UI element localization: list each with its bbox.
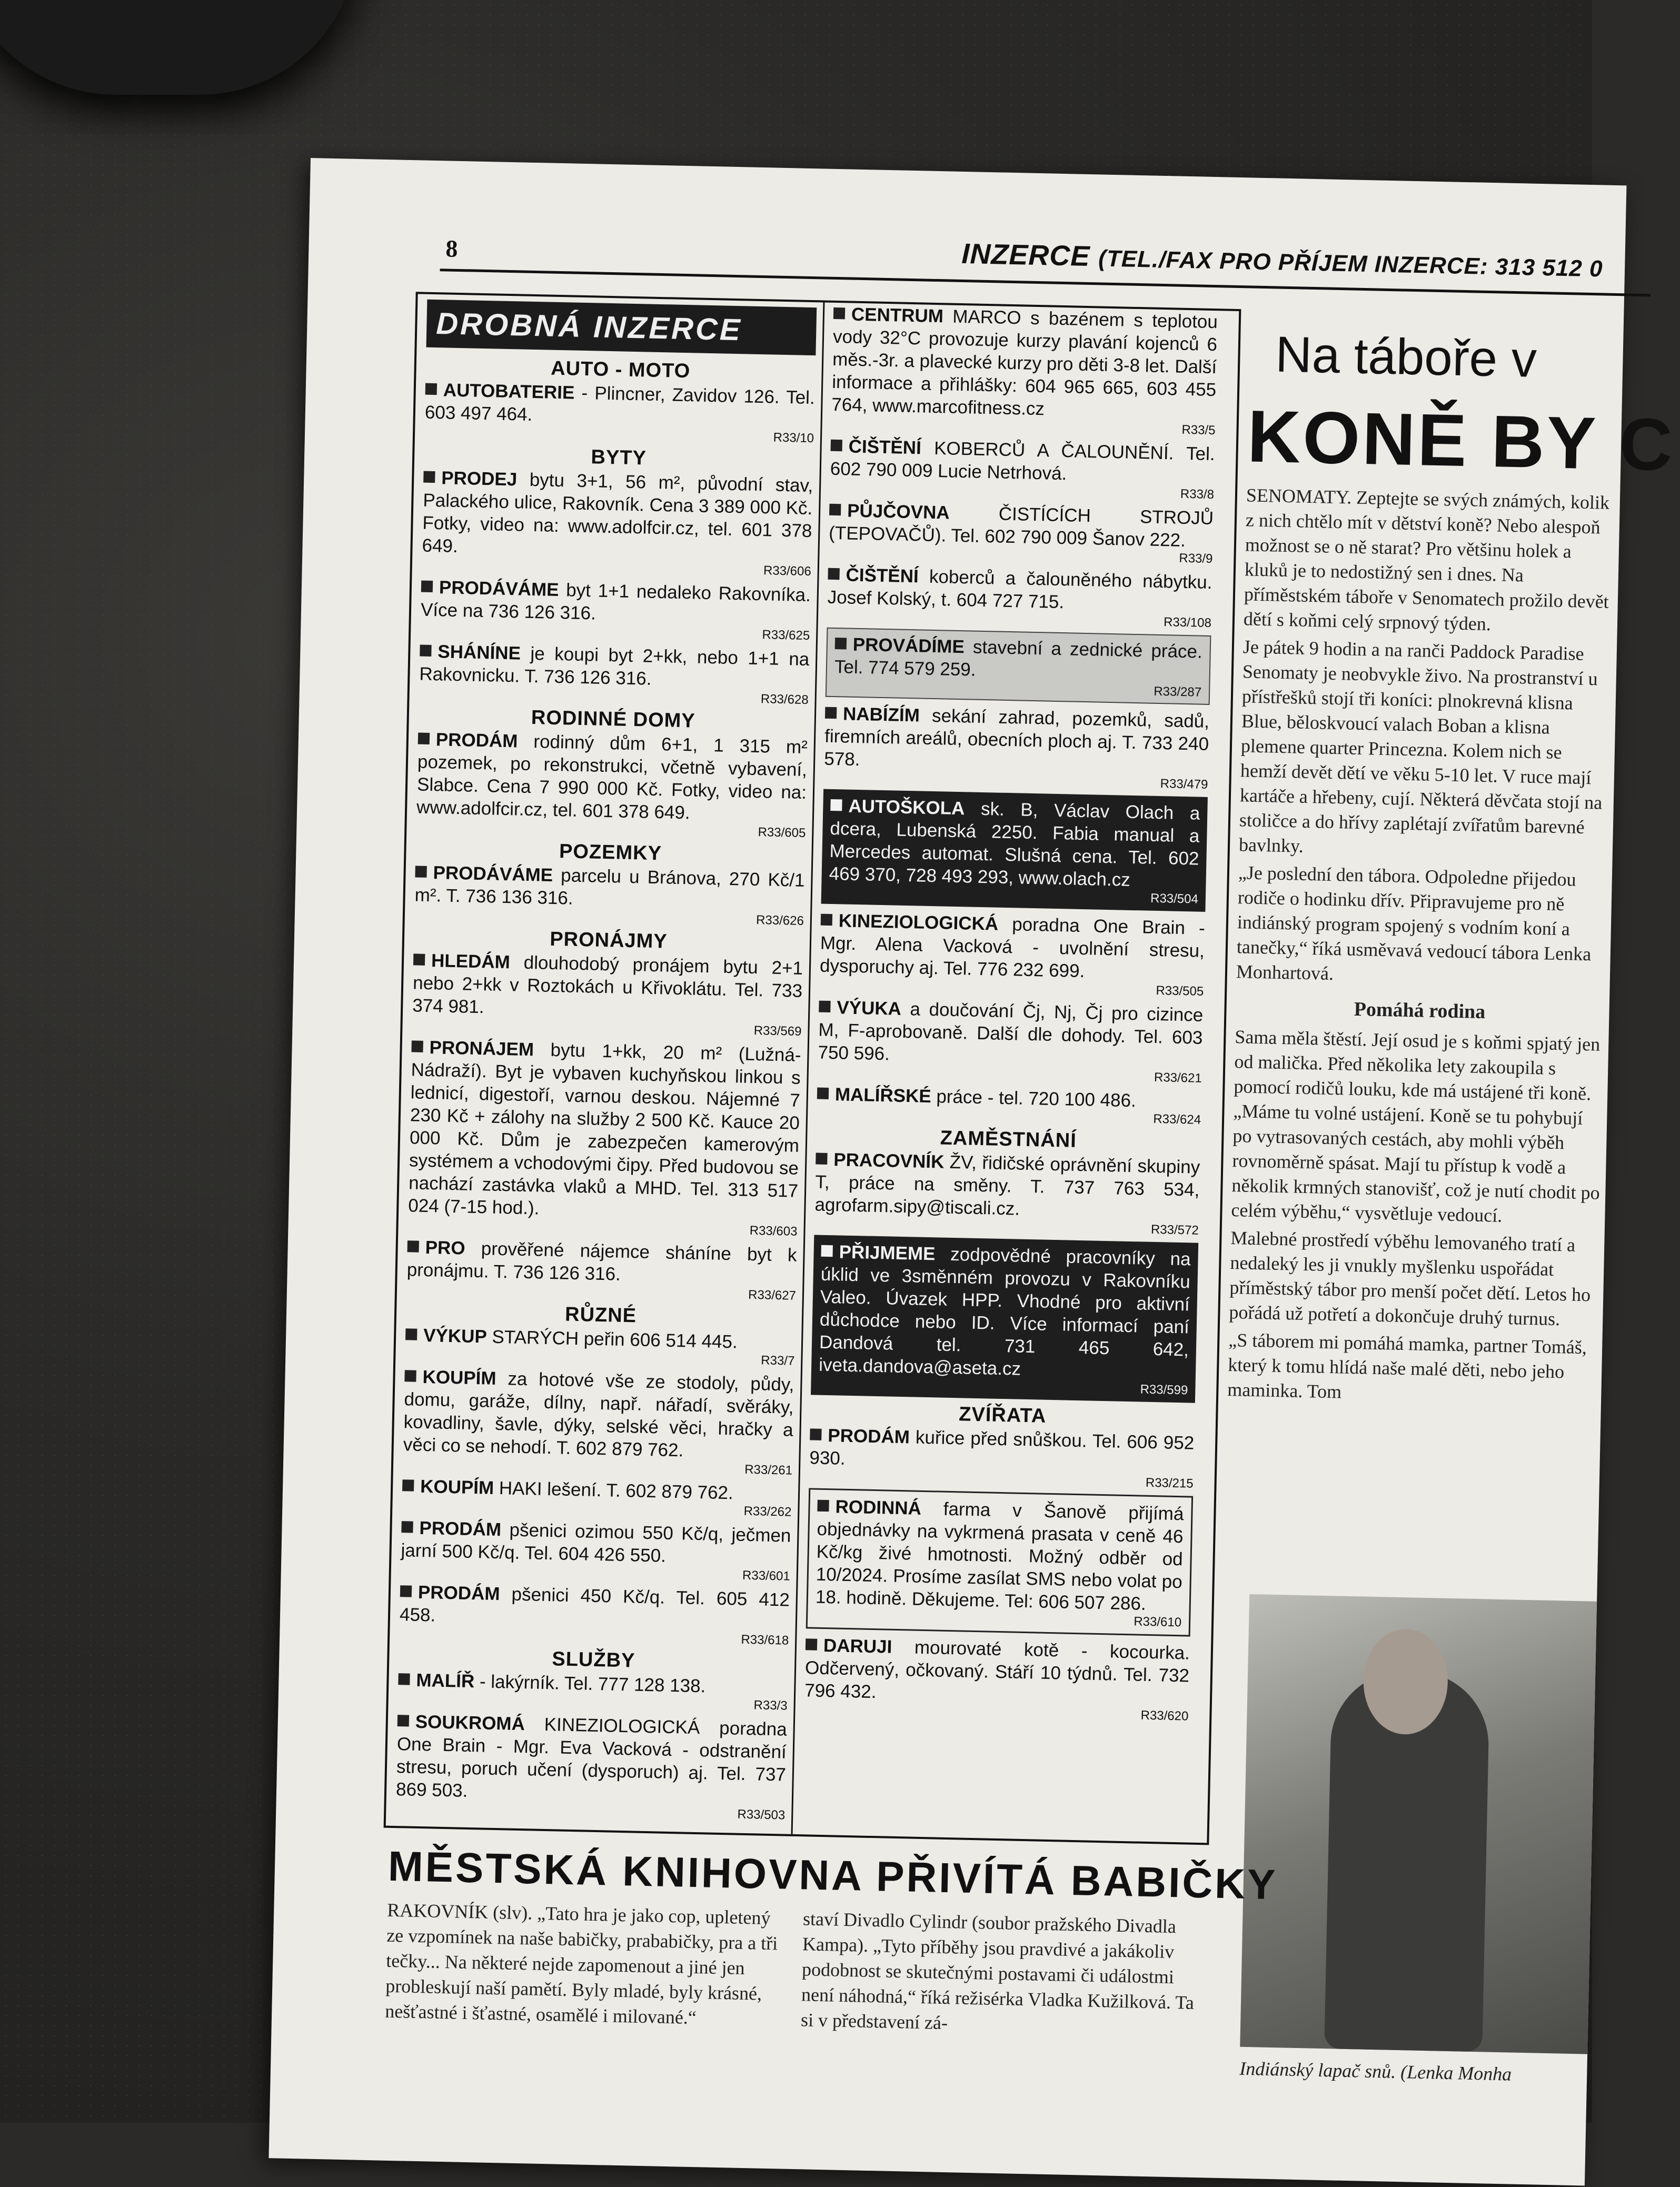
ad-code: R33/599 (1140, 1382, 1188, 1398)
ad-code: R33/603 (749, 1223, 798, 1239)
ad-code: R33/601 (742, 1568, 791, 1584)
article-paragraph: „Je poslední den tábora. Odpoledne přijedou rodiče o hodinku dřív. Připravujeme pro ně indiánský program spojený s vodním koní a tanečky,“ říká usměvavá vedoucí tábora Lenka Monhartová. (1236, 862, 1592, 985)
classified-ad (821, 789, 1208, 912)
classified-ad (804, 1634, 1190, 1723)
ad-code: R33/9 (1179, 551, 1213, 566)
ad-code: R33/628 (760, 692, 809, 708)
classified-ad (814, 1148, 1200, 1238)
ad-text: je koupi byt 2+kk, nebo 1+1 na Rakovnicku. T. 736 126 316. (419, 643, 810, 689)
ad-keyword: PŘIJMEME (839, 1241, 936, 1265)
ad-text: koberců a čalouněného nábytku. Josef Kolský, t. 604 727 715. (827, 566, 1212, 613)
ad-keyword: PŮJČOVNA (847, 500, 950, 523)
bullet-square-icon (400, 1585, 412, 1597)
ad-keyword: KOUPÍM (422, 1366, 496, 1389)
ad-code: R33/505 (1156, 983, 1204, 999)
classified-ad (407, 1036, 801, 1238)
ad-keyword: PRODÁVÁME (433, 862, 553, 886)
ad-code: R33/605 (758, 825, 806, 840)
bullet-square-icon (398, 1673, 410, 1685)
classified-ad (823, 702, 1209, 792)
bullet-square-icon (829, 504, 841, 515)
ad-text: sekání zahrad, pozemků, sadů, firemních areálů, obecních ploch aj. T. 733 240 578. (823, 705, 1210, 770)
ads-section-heading: RŮZNÉ (564, 1303, 637, 1327)
classified-ad (399, 1580, 790, 1647)
ad-text: a doučování Čj, Nj, Čj pro cizince M, F-aprobovaně. Další dle dohody. Tel. 603 750 596. (818, 998, 1204, 1065)
ad-keyword: PROVÁDÍME (852, 634, 965, 658)
classified-ad (831, 303, 1218, 438)
ad-code: R33/504 (1150, 891, 1199, 907)
ad-text: stavební a zednické práce. Tel. 774 579 259. (834, 637, 1203, 680)
classified-ad (406, 1236, 797, 1303)
bullet-square-icon (825, 707, 837, 719)
ad-code: R33/215 (1145, 1475, 1194, 1491)
ad-text: MARCO s bazénem s teplotou vody 32°C provozuje kurzy plavání kojenců 6 měs.-3r. a plavecké kurzy pro děti 3-8 let. Další informace a přihlášky: 604 965 665, 603 455 764, www.marcofitness.cz (831, 306, 1218, 420)
classified-ad (414, 861, 805, 928)
ad-text: prověřené nájemce sháníne byt k pronájmu. T. 736 126 316. (406, 1238, 797, 1285)
ads-column-1 (395, 294, 817, 1828)
ad-keyword: PRODÁVÁME (439, 577, 559, 601)
ad-keyword: KOUPÍM (420, 1476, 494, 1498)
bullet-square-icon (810, 1428, 821, 1440)
classified-ad (809, 1424, 1195, 1490)
article-paragraph: Je pátek 9 hodin a na ranči Paddock Paradise Senomaty je neobvykle živo. Na prostranství u přístřešků stojí tři koníci: plnokrevná klisna Blue, běloskvoucí valach Boban a klisna plemene quarter Princezna. Kolem nich se hemží devět dětí ve věku 5-10 let. V ruce mají kartáče a hřebeny, cují. Některá děvčata stojí na stoličce a do hřívy zaplétají zvířatům barevné bavlnky. (1238, 636, 1603, 857)
ad-text: parcelu u Bránova, 270 Kč/1 m². T. 736 136 316. (414, 864, 805, 909)
bullet-square-icon (835, 638, 847, 649)
photo-caption: Indiánský lapač snů. (Lenka Monha (1239, 2057, 1512, 2085)
bullet-square-icon (423, 471, 435, 483)
ad-code: R33/3 (753, 1698, 788, 1713)
ad-text: zodpovědné pracovníky na úklid ve 3směnném provozu v Rakovníku Valeo. Úvazek HPP. Vhodné pro aktivní důchodce nebo ID. Více informací paní Dandová tel. 731 465 642, iveta.dandova@aseta.cz (818, 1244, 1191, 1379)
classified-ad (830, 435, 1215, 502)
ad-keyword: VÝKUP (423, 1325, 488, 1347)
classified-ad (806, 1488, 1193, 1636)
ad-keyword: SOUKROMÁ (415, 1711, 525, 1735)
article-paragraph: Malebné prostředí výběhu lemovaného tratí a nedaleký les ji vnukly myšlenku uspořádat příměstský tábor pro menší počet dětí. Letos ho pořádá už potřetí a dokončuje druhý turnus. (1229, 1227, 1591, 1330)
bottom-article-title: MĚSTSKÁ KNIHOVNA PŘIVÍTÁ BABIČKY (387, 1842, 1278, 1908)
classified-ad (420, 576, 811, 643)
ad-text: - Plincner, Zavidov 126. Tel. 603 497 464. (424, 382, 816, 425)
bullet-square-icon (407, 1240, 419, 1252)
article-subheading: Pomáhá rodina (1354, 998, 1486, 1023)
classified-ad (828, 499, 1214, 566)
header-contact: (TEL./FAX PRO PŘÍJEM INZERCE: 313 512 0 (1098, 245, 1604, 282)
classified-ad (818, 996, 1204, 1086)
ad-keyword: CENTRUM (851, 304, 944, 327)
ad-keyword: ČIŠTĚNÍ (846, 564, 919, 587)
ad-text: STARÝCH peřin 606 514 445. (486, 1326, 738, 1353)
ad-code: R33/569 (753, 1023, 802, 1039)
ad-text: pšenici 450 Kč/q. Tel. 605 412 458. (399, 1584, 790, 1626)
ad-text: kuřice před snůškou. Tel. 606 952 930. (809, 1427, 1195, 1469)
ad-code: R33/5 (1181, 422, 1216, 438)
classified-ad (398, 1668, 788, 1713)
ad-text: mourovaté kotě - kocourka. Odčervený, očkovaný. Stáří 10 týdnů. Tel. 732 796 432. (804, 1636, 1190, 1703)
bullet-square-icon (831, 440, 842, 451)
ads-section-heading: ZAMĚSTNÁNÍ (940, 1127, 1077, 1152)
classified-ad (412, 949, 803, 1038)
ad-text: KINEZIOLOGICKÁ poradna One Brain - Mgr. Eva Vacková - odstranění stresu, poruch učení (dysporuch) aj. Tel. 737 869 503. (395, 1714, 788, 1801)
bullet-square-icon (404, 1370, 416, 1381)
bullet-square-icon (830, 799, 842, 811)
bullet-square-icon (821, 1245, 833, 1257)
bullet-square-icon (401, 1521, 413, 1533)
bullet-square-icon (828, 568, 839, 580)
ad-keyword: AUTOBATERIE (443, 380, 575, 403)
classified-ad (402, 1475, 792, 1519)
bullet-square-icon (817, 1088, 829, 1099)
ad-keyword: PRO (425, 1237, 465, 1259)
ad-text: HAKI lešení. T. 602 879 762. (493, 1477, 734, 1504)
classified-ad (811, 1235, 1198, 1403)
ad-keyword: MALÍŘ (416, 1669, 475, 1692)
ad-text: byt 1+1 nedaleko Rakovníka. Více na 736 126 316. (420, 580, 811, 624)
ad-code: R33/10 (773, 430, 814, 446)
ad-keyword: ČIŠTĚNÍ (848, 436, 922, 459)
ad-keyword: PRODEJ (441, 468, 518, 490)
bullet-square-icon (833, 307, 845, 319)
ad-text: za hotové vše ze stodoly, půdy, domu, garáže, dílny, např. nářadí, svěráky, kovadliny, šavle, dýky, selské věci, hračky a věci co se nehodí. T. 602 879 762. (403, 1368, 794, 1461)
classified-ad (826, 628, 1211, 705)
bullet-square-icon (411, 1040, 423, 1052)
ads-section-heading: POZEMKY (559, 840, 662, 865)
ad-code: R33/620 (1140, 1708, 1189, 1724)
ad-keyword: RODINNÁ (835, 1496, 922, 1519)
bullet-square-icon (819, 1001, 830, 1012)
page-header (961, 237, 1603, 284)
classified-ad (827, 563, 1212, 630)
classified-ad (419, 640, 810, 707)
ad-code: R33/262 (743, 1504, 792, 1519)
ad-keyword: AUTOŠKOLA (848, 796, 965, 819)
ad-code: R33/624 (1153, 1111, 1201, 1127)
bullet-square-icon (402, 1479, 414, 1491)
article-paragraph: SENOMATY. Zeptejte se svých známých, kolik z nich chtělo mít v dětství koně? Nebo alespoň možnost se o ně starat? Pro většinu holek a kluků je to nedostižný sen i dnes. Na příměstském táboře v Senomatech prožilo devět dětí s koňmi celý srpnový týden. (1243, 484, 1610, 635)
classified-ads-box (384, 292, 1241, 1845)
classified-ad (403, 1365, 794, 1477)
classified-ad (819, 909, 1205, 999)
ad-text: ŽV, řidičské oprávnění skupiny T, práce na směny. T. 737 763 534, agrofarm.sipy@tiscali.cz. (814, 1151, 1200, 1219)
bullet-square-icon (415, 866, 426, 877)
page-number: 8 (445, 235, 458, 262)
ad-text: rodinný dům 6+1, 1 315 m² pozemek, po rekonstrukci, včetně vybavení, Slabce. Cena 7 990 000 Kč. Fotky, video na: www.adolfcir.cz, tel. 601 378 649. (416, 731, 808, 823)
ad-code: R33/108 (1163, 615, 1212, 631)
bottom-article-col2 (801, 1906, 1204, 2044)
ad-keyword: DARUJI (823, 1635, 892, 1657)
classified-ad (416, 728, 808, 840)
ad-code: R33/287 (1154, 684, 1202, 700)
classified-ad (405, 1324, 795, 1368)
ad-text: - lakýrník. Tel. 777 128 138. (474, 1671, 706, 1697)
ad-code: R33/7 (761, 1353, 795, 1368)
ad-keyword: PRODÁM (435, 729, 518, 752)
ads-column-2 (804, 303, 1218, 1729)
bullet-square-icon (397, 1715, 409, 1726)
bullet-square-icon (817, 1500, 829, 1512)
article-title-line1: Na táboře v (1275, 326, 1537, 388)
article-paragraph: „S táborem mi pomáhá mamka, partner Tomáš, který k tomu hlídá naše malé děti, nebo jeho maminka. Tom (1227, 1329, 1587, 1403)
bullet-square-icon (816, 1153, 827, 1165)
ad-keyword: NABÍZÍM (842, 703, 920, 726)
classified-ad (817, 1083, 1201, 1127)
ad-code: R33/606 (763, 563, 812, 579)
article-paragraph: Sama měla štěstí. Její osud je s koňmi spjatý jen od malička. Před několika lety zakoupila s pomocí rodičů louku, kde má ustájené tři koně. „Máme tu volné ustájení. Koně se tu pohybují po vytrasovaných cestách, aby mohli výběh rovnoměrně spásat. Mají tu přístup k vodě a několik krmných stanovišť, což je nutí chodit po celém výběhu,“ vysvětluje vedoucí. (1231, 1026, 1601, 1226)
bullet-square-icon (405, 1328, 417, 1340)
bullet-square-icon (421, 581, 433, 592)
bottom-article-text: RAKOVNÍK (slv). „Tato hra je jako cop, upletený ze vzpomínek na naše babičky, prababičky, pra a tři tečky... Na některé nejde zapomenout a jiné jen probleskují naší pamětí. Byly mladé, byly krásné, nešťastné i šťastné, osamělé i milované.“ (384, 1899, 778, 2029)
bullet-square-icon (821, 914, 832, 926)
ad-code: R33/625 (762, 628, 810, 643)
ad-text: bytu 1+kk, 20 m² (Lužná-Nádraží). Byt je vybaven kuchyňskou linkou s lednicí, digestoří, varnou deskou. Nájemné 7 230 Kč + zálohy na služby 2 500 Kč. Kauce 20 000 Kč. Dům je zabezpečen kamerovým systémem a vchodovými čipy. Před budovou se nachází zastávka vlaků a MHD. Tel. 313 517 024 (7-15 hod.). (407, 1039, 801, 1219)
ads-banner: DROBNÁ INZERCE (426, 300, 817, 355)
ad-text: dlouhodobý pronájem bytu 2+1 nebo 2+kk v Roztokách u Křivoklátu. Tel. 733 374 981. (412, 952, 803, 1018)
article-body (1227, 483, 1615, 1413)
ad-text: sk. B, Václav Olach a dcera, Lubenská 2250. Fabia manual a Mercedes automat. Slušná cena. Tel. 602 469 370, 728 493 293, www.olach.cz (829, 798, 1200, 890)
ads-section-heading: SLUŽBY (551, 1648, 635, 1672)
ad-text: poradna One Brain - Mgr. Alena Vacková - uvolnění stresu, dysporuchy aj. Tel. 776 232 699. (819, 913, 1206, 982)
article-title-line2: KONĚ BY C (1246, 394, 1676, 486)
ad-keyword: HLEDÁM (431, 950, 511, 973)
classified-ad (401, 1516, 791, 1583)
ad-code: R33/626 (755, 913, 804, 928)
ad-keyword: SHÁNÍNE (438, 641, 521, 664)
ad-keyword: VÝUKA (837, 997, 902, 1019)
ads-section-heading: RODINNÉ DOMY (531, 707, 696, 732)
ad-text: KOBERCŮ A ČALOUNĚNÍ. Tel. 602 790 009 Lucie Netrhová. (830, 438, 1216, 484)
ad-keyword: PRODÁM (417, 1582, 500, 1605)
newspaper-page (269, 158, 1676, 2186)
ad-keyword: KINEZIOLOGICKÁ (838, 910, 999, 935)
ads-section-heading: BYTY (591, 446, 647, 470)
ad-text: práce - tel. 720 100 486. (931, 1086, 1137, 1111)
ad-keyword: PRODÁM (827, 1425, 910, 1448)
article-photo (1240, 1594, 1597, 2054)
ad-code: R33/610 (1134, 1614, 1182, 1630)
bullet-square-icon (806, 1638, 817, 1650)
ad-keyword: PRACOVNÍK (833, 1149, 945, 1172)
ad-keyword: PRONÁJEM (429, 1037, 534, 1060)
ad-code: R33/572 (1150, 1222, 1199, 1238)
ad-text: bytu 3+1, 56 m², původní stav, Palackého ulice, Rakovník. Cena 3 389 000 Kč. Fotky, video na: www.adolfcir.cz, tel. 601 378 649. (422, 469, 813, 557)
ads-section-heading: PRONÁJMY (549, 928, 668, 953)
classified-ad (395, 1710, 787, 1822)
ad-code: R33/479 (1160, 777, 1208, 792)
ad-keyword: MALÍŘSKÉ (834, 1084, 932, 1107)
ad-text: pšenici ozimou 550 Kč/q, ječmen jarní 500 Kč/q. Tel. 604 426 550. (401, 1519, 791, 1566)
ad-code: R33/8 (1180, 486, 1215, 502)
classified-ad (422, 466, 813, 579)
ads-section-heading: ZVÍŘATA (958, 1403, 1047, 1427)
ad-keyword: PRODÁM (419, 1517, 502, 1540)
bullet-square-icon (420, 645, 431, 657)
bullet-square-icon (413, 953, 425, 965)
ads-section-heading: AUTO - MOTO (550, 357, 691, 383)
ad-code: R33/503 (737, 1807, 786, 1823)
ad-code: R33/618 (741, 1632, 789, 1648)
bullet-square-icon (418, 733, 430, 744)
ad-code: R33/261 (744, 1462, 793, 1478)
ad-text: ČISTÍCÍCH STROJŮ (TEPOVAČŮ). Tel. 602 790 009 Šanov 222. (828, 502, 1214, 551)
ad-code: R33/627 (748, 1287, 797, 1303)
bottom-article-col1 (385, 1897, 788, 2035)
classified-ad (424, 379, 815, 445)
header-section: INZERCE (961, 237, 1091, 273)
bullet-square-icon (425, 383, 437, 395)
bottom-article-text: staví Divadlo Cylindr (soubor pražského Divadla Kampa). „Tyto příběhy jsou pravdivé a jakákoliv podobnost se skutečnými postavami či událostmi není náhodná,“ říká režisérka Vladka Kužilková. Ta si v představení zá- (800, 1908, 1195, 2034)
ad-text: farma v Šanově přijímá objednávky na vykrmená prasata v ceně 46 Kč/kg živé hmotnosti. Možný odběr od 10/2024. Prosíme zasílat SMS nebo volat po 18. hodině. Děkujeme. Tel: 606 507 286. (815, 1498, 1184, 1614)
ad-code: R33/621 (1154, 1070, 1202, 1086)
